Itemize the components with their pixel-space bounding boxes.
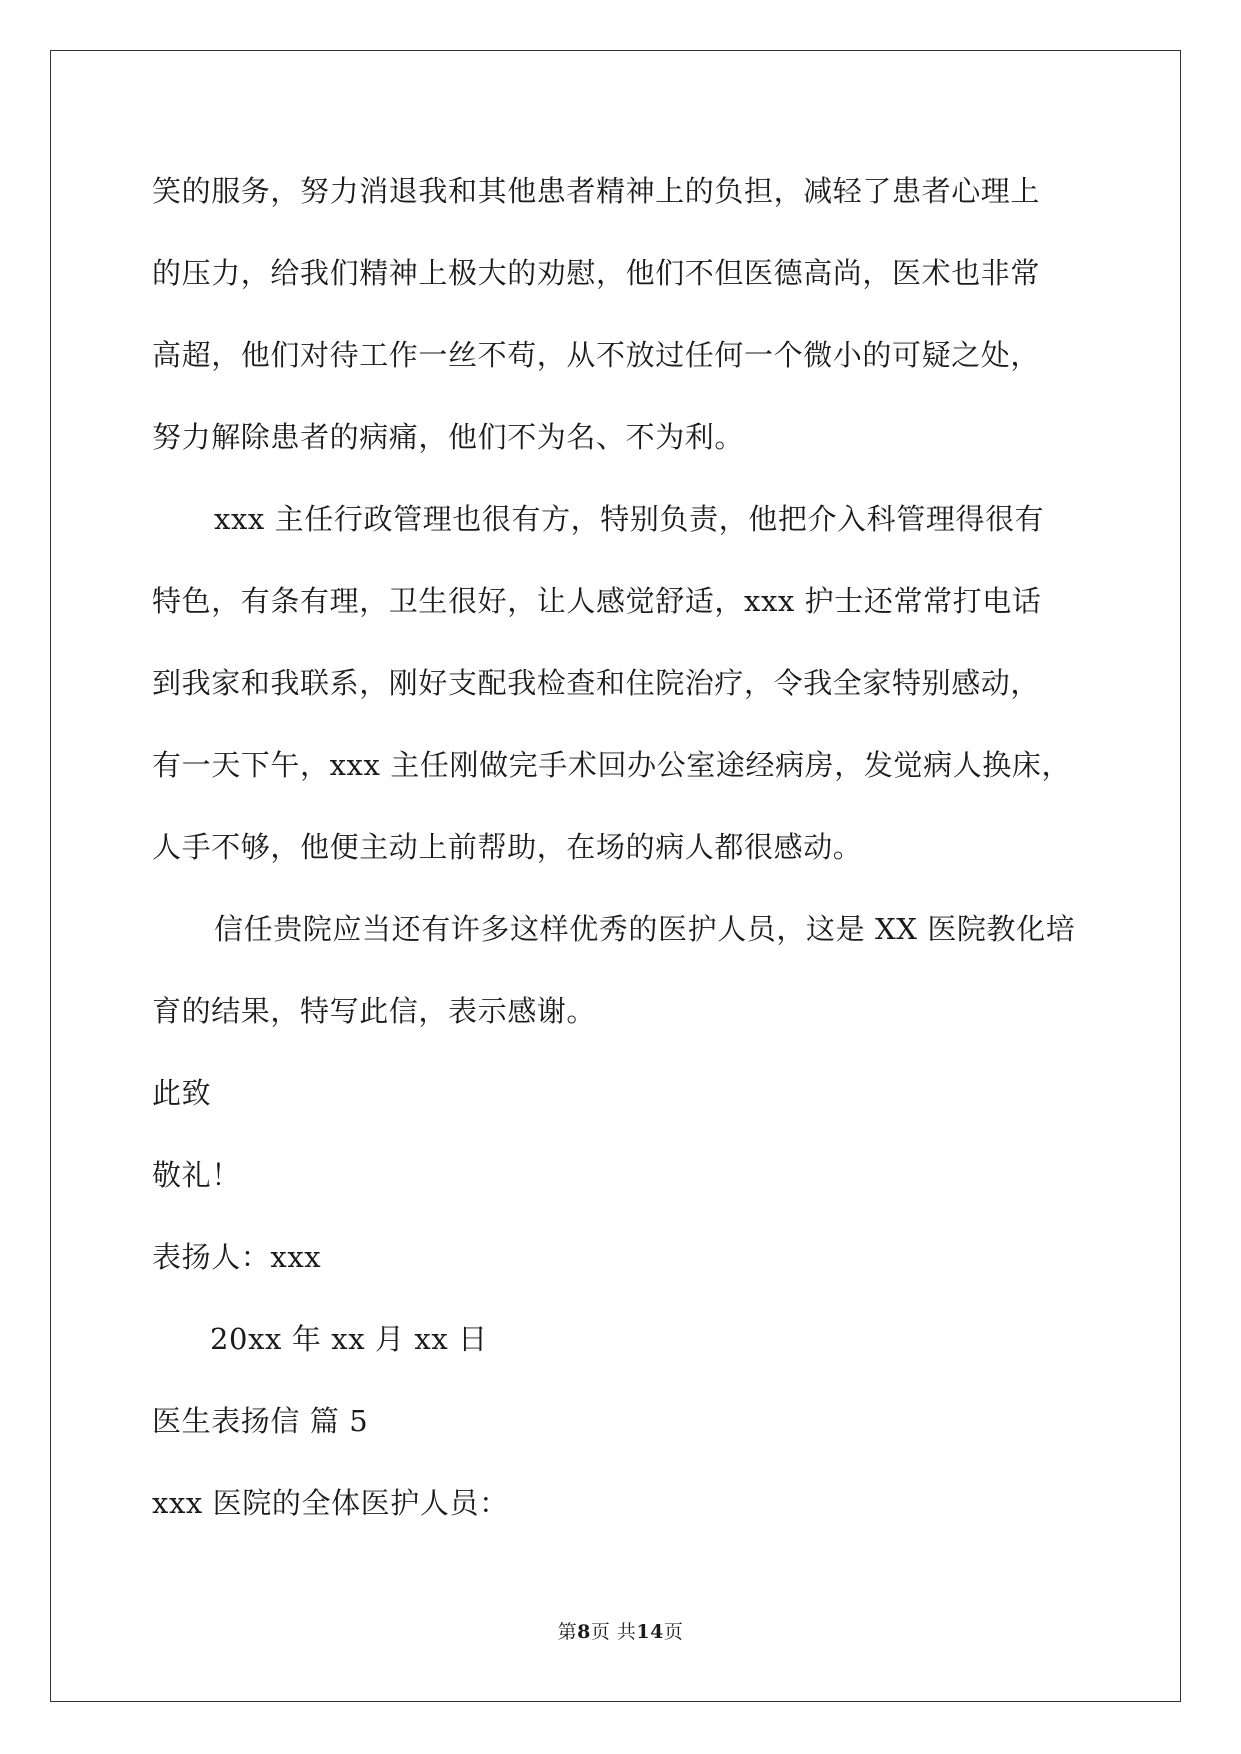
- section-title: 医生表扬信 篇 5: [152, 1404, 369, 1438]
- body-line: 有一天下午，xxx 主任刚做完手术回办公室途经病房，发觉病人换床，: [152, 748, 1072, 782]
- body-line: 努力解除患者的病痛，他们不为名、不为利。: [152, 420, 745, 454]
- footer-prefix: 第: [557, 1621, 578, 1643]
- footer-suffix: 页: [663, 1621, 684, 1643]
- body-line: 笑的服务，努力消退我和其他患者精神上的负担，减轻了患者心理上: [152, 174, 1041, 208]
- body-line: 育的结果，特写此信，表示感谢。: [152, 994, 597, 1028]
- signer-line: 表扬人：xxx: [152, 1240, 322, 1274]
- body-line: 特色，有条有理，卫生很好，让人感觉舒适，xxx 护士还常常打电话: [152, 584, 1042, 618]
- closing-line: 此致: [152, 1076, 212, 1110]
- body-line: 高超，他们对待工作一丝不苟，从不放过任何一个微小的可疑之处，: [152, 338, 1041, 372]
- body-line: 的压力，给我们精神上极大的劝慰，他们不但医德高尚，医术也非常: [152, 256, 1041, 290]
- salute-line: 敬礼！: [152, 1158, 241, 1192]
- footer-total-pages: 14: [636, 1621, 664, 1643]
- salutation-line: xxx 医院的全体医护人员：: [152, 1486, 509, 1520]
- body-line: xxx 主任行政管理也很有方，特别负责，他把介入科管理得很有: [214, 502, 1045, 536]
- body-line: 人手不够，他便主动上前帮助，在场的病人都很感动。: [152, 830, 863, 864]
- body-line: 到我家和我联系，刚好支配我检查和住院治疗，令我全家特别感动，: [152, 666, 1041, 700]
- footer-page-number: 8: [577, 1621, 591, 1643]
- footer-mid: 页 共: [590, 1621, 637, 1643]
- body-line: 信任贵院应当还有许多这样优秀的医护人员，这是 XX 医院教化培: [214, 912, 1076, 946]
- document-body: [152, 164, 1097, 1558]
- page-footer: [0, 1617, 1241, 1644]
- date-line: 20xx 年 xx 月 xx 日: [210, 1322, 488, 1356]
